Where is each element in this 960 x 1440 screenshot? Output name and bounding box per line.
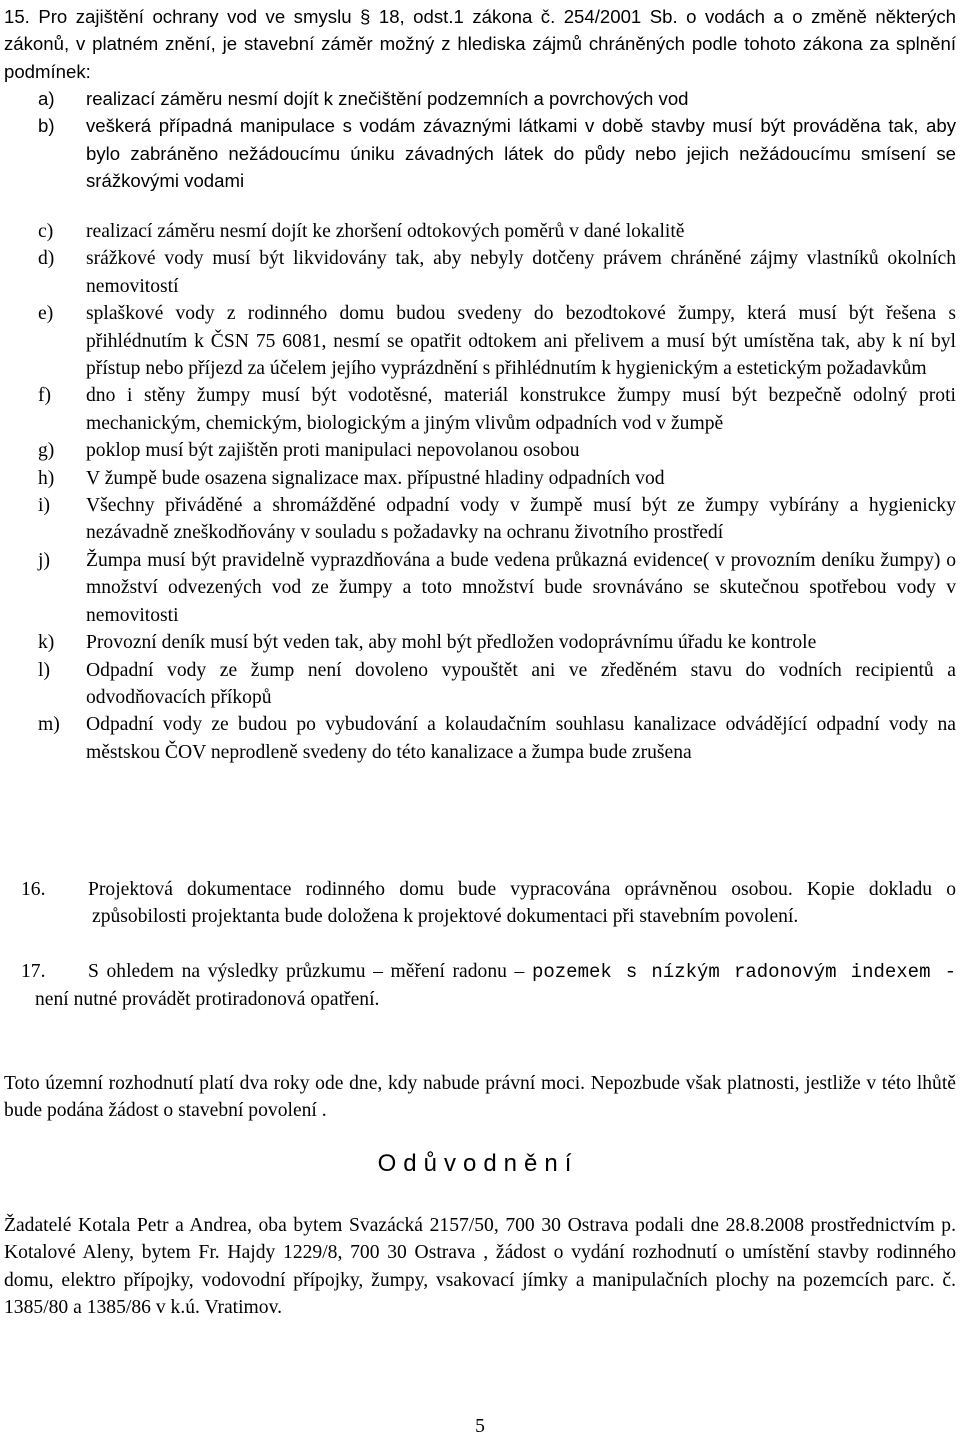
list-item-label: f) [38, 385, 52, 407]
list-item-text: Odpadní vody ze budou po vybudování a kolaudačním souhlasu kanalizace odvádějící odpadní vody na městskou ČOV neprodleně svedeny do této kanalizace a žumpa bude zrušena [86, 714, 956, 763]
condition-17-text-end: není nutné provádět protiradonová opatření. [35, 989, 380, 1011]
list-item-label: i) [38, 495, 50, 517]
list-item-text: realizací záměru nesmí dojít k znečištění podzemních a povrchových vod [86, 88, 689, 109]
list-item-text: Všechny přiváděné a shromážděné odpadní vody v žumpě musí být ze žumpy vybírány a hygienicky nezávadně zneškodňovány v souladu s požadavky na ochranu životního prostředí [86, 495, 956, 544]
list-item-label: c) [38, 221, 54, 242]
list-item [0, 657, 956, 712]
list-item-text: Odpadní vody ze žump není dovoleno vypouštět ani ve zředěném stavu do vodních recipientů a odvodňovacích příkopů [86, 659, 956, 708]
condition-17-text-start: S ohledem na výsledky průzkumu – měření radonu – [88, 961, 532, 982]
list-item [0, 85, 956, 112]
list-item-label: l) [38, 659, 50, 681]
list-item-label: b) [38, 115, 55, 137]
list-item-text: srážkové vody musí být likvidovány tak, aby nebyly dotčeny právem chráněné zájmy vlastníků okolních nemovitostí [86, 248, 956, 297]
list-item-label: h) [38, 467, 55, 489]
validity-paragraph: Toto územní rozhodnutí platí dva roky ode dne, kdy nabude právní moci. Nepozbude však platnosti, jestliže v této lhůtě bude podána žádost o stavební povolení . [4, 1073, 956, 1122]
reasoning-paragraph: Žadatelé Kotala Petr a Andrea, oba bytem Svazácká 2157/50, 700 30 Ostrava podali dne 28.8.2008 prostřednictvím p. Kotalové Aleny, bytem Fr. Hajdy 1229/8, 700 30 Ostrava , žádost o vydání rozhodnutí o umístění stavby rodinného domu, elektro přípojky, vodovodní přípojky, žumpy, vsakovací jímky a manipulačních plochy na pozemcích parc. č. 1385/80 a 1385/86 v k.ú. Vratimov. [4, 1215, 956, 1319]
condition-list-serif [0, 218, 956, 766]
list-item [0, 492, 956, 547]
list-item [0, 547, 956, 629]
condition-15-intro: 15. Pro zajištění ochrany vod ve smyslu § 18, odst.1 zákona č. 254/2001 Sb. o vodách a o změně některých zákonů, v platném znění, je stavební záměr možný z hlediska zájmů chráněných podle tohoto zákona za splnění podmínek: [4, 6, 956, 82]
list-item-label: k) [38, 632, 55, 654]
list-item [0, 382, 956, 437]
condition-list-sans [0, 85, 956, 195]
page-number: 5 [475, 1416, 485, 1437]
list-item-label: g) [38, 440, 55, 462]
list-item-text: Provozní deník musí být veden tak, aby mohl být předložen vodoprávnímu úřadu ke kontrole [86, 632, 817, 654]
list-item [0, 629, 956, 656]
list-item-label: e) [38, 303, 54, 325]
list-item-label: a) [38, 88, 55, 109]
list-item [0, 437, 956, 464]
list-item [0, 245, 956, 300]
list-item-label: d) [38, 248, 55, 270]
list-item-label: j) [38, 549, 50, 571]
list-item-text: veškerá případná manipulace s vodám závaznými látkami v době stavby musí být prováděna tak, aby bylo zabráněno nežádoucímu úniku závadných látek do půdy nebo jejich nežádoucímu smísení se srážkovými vodami [86, 115, 956, 192]
list-item-text: splaškové vody z rodinného domu budou svedeny do bezodtokové žumpy, která musí být řešena s přihlédnutím k ČSN 75 6081, nesmí se opatřit odtokem ani přelivem a musí být umístěna tak, aby k ní byl přístup nebo příjezd za účelem jejího vyprázdnění s přihlédnutím k hygienickým a estetickým požadavkům [86, 303, 956, 380]
condition-17 [0, 958, 956, 1014]
section-heading-reasoning: Odůvodnění [377, 1150, 579, 1177]
condition-16 [0, 876, 956, 931]
condition-16-text: Projektová dokumentace rodinného domu bude vypracována oprávněnou osobou. Kopie dokladu o způsobilosti projektanta bude doložena k projektové dokumentaci při stavebním povolení. [88, 879, 956, 928]
radon-index-highlight: pozemek s nízkým radonovým indexem - [531, 961, 957, 983]
list-item-text: V žumpě bude osazena signalizace max. přípustné hladiny odpadních vod [86, 467, 665, 489]
condition-17-text [35, 958, 956, 1014]
list-item [0, 465, 956, 492]
list-item [0, 300, 956, 382]
list-item-text: Žumpa musí být pravidelně vyprazdňována a bude vedena průkazná evidence( v provozním deníku žumpy) o množství odvezených vod ze žumpy a toto množství bude srovnáváno se skutečnou spotřebou vody v nemovitosti [86, 549, 956, 626]
list-item-text: realizací záměru nesmí dojít ke zhoršení odtokových poměrů v dané lokalitě [86, 221, 685, 242]
list-item-text: poklop musí být zajištěn proti manipulaci nepovolanou osobou [86, 440, 580, 462]
condition-17-number: 17. [21, 961, 46, 982]
list-item-label: m) [38, 714, 60, 736]
list-item [0, 711, 956, 766]
list-item [0, 218, 956, 245]
condition-16-number: 16. [21, 879, 46, 900]
list-item [0, 112, 956, 194]
list-item-text: dno i stěny žumpy musí být vodotěsné, materiál konstrukce žumpy musí být bezpečně odolný proti mechanickým, chemickým, biologickým a jiným vlivům odpadních vod v žumpě [86, 385, 956, 434]
